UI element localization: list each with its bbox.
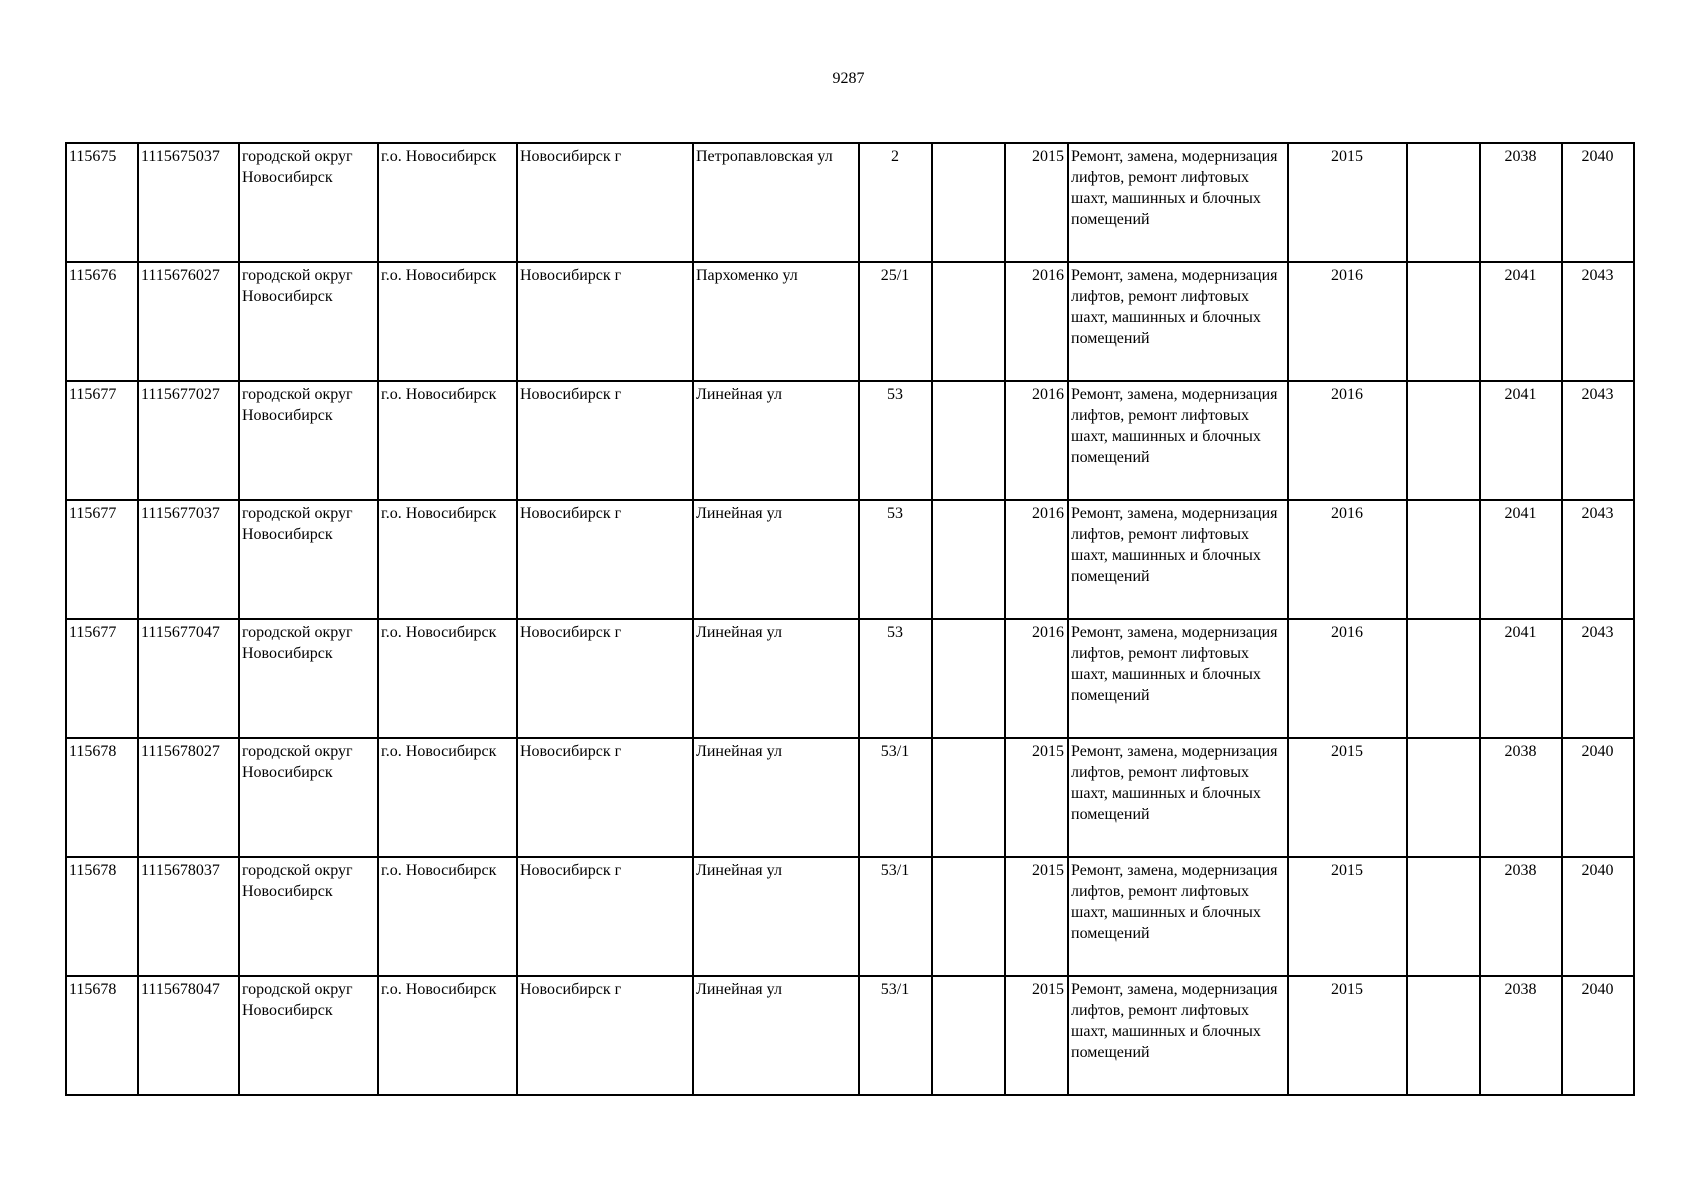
row-code-cell: 1115677037: [138, 500, 239, 619]
municipality-cell: городской округ Новосибирск: [239, 381, 378, 500]
year-a-cell: 2016: [1005, 619, 1068, 738]
city-cell: Новосибирск г: [517, 262, 693, 381]
year-b-cell: 2016: [1288, 262, 1407, 381]
table-row: [66, 857, 1634, 976]
building-cell: [932, 619, 1005, 738]
extra-cell: [1407, 262, 1480, 381]
year-c-cell: 2038: [1480, 738, 1562, 857]
street-cell: Линейная ул: [693, 976, 859, 1095]
city-cell: Новосибирск г: [517, 738, 693, 857]
year-d-cell: 2040: [1562, 143, 1634, 262]
street-cell: Линейная ул: [693, 500, 859, 619]
work-description-cell: Ремонт, замена, модернизация лифтов, ремонт лифтовых шахт, машинных и блочных помещений: [1068, 381, 1288, 500]
row-code-cell: 1115678037: [138, 857, 239, 976]
extra-cell: [1407, 381, 1480, 500]
house-number-cell: 53/1: [859, 857, 932, 976]
work-description-cell: Ремонт, замена, модернизация лифтов, ремонт лифтовых шахт, машинных и блочных помещений: [1068, 262, 1288, 381]
building-cell: [932, 143, 1005, 262]
work-description-cell: Ремонт, замена, модернизация лифтов, ремонт лифтовых шахт, машинных и блочных помещений: [1068, 500, 1288, 619]
settlement-type-cell: г.о. Новосибирск: [378, 381, 517, 500]
row-id-cell: 115675: [66, 143, 138, 262]
extra-cell: [1407, 976, 1480, 1095]
year-d-cell: 2043: [1562, 500, 1634, 619]
settlement-type-cell: г.о. Новосибирск: [378, 619, 517, 738]
work-description-cell: Ремонт, замена, модернизация лифтов, ремонт лифтовых шахт, машинных и блочных помещений: [1068, 143, 1288, 262]
year-a-cell: 2015: [1005, 143, 1068, 262]
year-d-cell: 2043: [1562, 381, 1634, 500]
house-number-cell: 53: [859, 500, 932, 619]
registry-table-body: [66, 143, 1634, 1095]
year-b-cell: 2016: [1288, 619, 1407, 738]
settlement-type-cell: г.о. Новосибирск: [378, 143, 517, 262]
year-b-cell: 2015: [1288, 857, 1407, 976]
row-id-cell: 115678: [66, 857, 138, 976]
row-code-cell: 1115678047: [138, 976, 239, 1095]
year-d-cell: 2040: [1562, 738, 1634, 857]
year-c-cell: 2038: [1480, 143, 1562, 262]
work-description-cell: Ремонт, замена, модернизация лифтов, ремонт лифтовых шахт, машинных и блочных помещений: [1068, 738, 1288, 857]
year-c-cell: 2041: [1480, 500, 1562, 619]
year-a-cell: 2015: [1005, 738, 1068, 857]
year-a-cell: 2015: [1005, 857, 1068, 976]
year-d-cell: 2040: [1562, 857, 1634, 976]
extra-cell: [1407, 857, 1480, 976]
city-cell: Новосибирск г: [517, 857, 693, 976]
work-description-cell: Ремонт, замена, модернизация лифтов, ремонт лифтовых шахт, машинных и блочных помещений: [1068, 619, 1288, 738]
city-cell: Новосибирск г: [517, 143, 693, 262]
extra-cell: [1407, 619, 1480, 738]
street-cell: Линейная ул: [693, 738, 859, 857]
city-cell: Новосибирск г: [517, 619, 693, 738]
house-number-cell: 53: [859, 381, 932, 500]
row-id-cell: 115677: [66, 381, 138, 500]
street-cell: Линейная ул: [693, 857, 859, 976]
city-cell: Новосибирск г: [517, 976, 693, 1095]
year-c-cell: 2038: [1480, 857, 1562, 976]
year-c-cell: 2041: [1480, 381, 1562, 500]
municipality-cell: городской округ Новосибирск: [239, 500, 378, 619]
year-a-cell: 2015: [1005, 976, 1068, 1095]
street-cell: Линейная ул: [693, 619, 859, 738]
table-row: [66, 262, 1634, 381]
extra-cell: [1407, 143, 1480, 262]
row-id-cell: 115677: [66, 500, 138, 619]
building-cell: [932, 262, 1005, 381]
street-cell: Петропавловская ул: [693, 143, 859, 262]
settlement-type-cell: г.о. Новосибирск: [378, 976, 517, 1095]
house-number-cell: 53/1: [859, 976, 932, 1095]
municipality-cell: городской округ Новосибирск: [239, 976, 378, 1095]
building-cell: [932, 857, 1005, 976]
house-number-cell: 2: [859, 143, 932, 262]
page-number: 9287: [832, 70, 865, 87]
work-description-cell: Ремонт, замена, модернизация лифтов, ремонт лифтовых шахт, машинных и блочных помещений: [1068, 857, 1288, 976]
year-b-cell: 2015: [1288, 976, 1407, 1095]
street-cell: Пархоменко ул: [693, 262, 859, 381]
settlement-type-cell: г.о. Новосибирск: [378, 857, 517, 976]
row-id-cell: 115676: [66, 262, 138, 381]
table-row: [66, 738, 1634, 857]
row-code-cell: 1115675037: [138, 143, 239, 262]
table-row: [66, 143, 1634, 262]
settlement-type-cell: г.о. Новосибирск: [378, 500, 517, 619]
year-a-cell: 2016: [1005, 500, 1068, 619]
year-c-cell: 2041: [1480, 619, 1562, 738]
year-b-cell: 2015: [1288, 143, 1407, 262]
row-id-cell: 115677: [66, 619, 138, 738]
building-cell: [932, 500, 1005, 619]
municipality-cell: городской округ Новосибирск: [239, 262, 378, 381]
year-b-cell: 2016: [1288, 500, 1407, 619]
year-a-cell: 2016: [1005, 262, 1068, 381]
municipality-cell: городской округ Новосибирск: [239, 857, 378, 976]
city-cell: Новосибирск г: [517, 381, 693, 500]
table-row: [66, 381, 1634, 500]
house-number-cell: 53/1: [859, 738, 932, 857]
settlement-type-cell: г.о. Новосибирск: [378, 262, 517, 381]
row-id-cell: 115678: [66, 976, 138, 1095]
municipality-cell: городской округ Новосибирск: [239, 738, 378, 857]
street-cell: Линейная ул: [693, 381, 859, 500]
year-b-cell: 2015: [1288, 738, 1407, 857]
year-b-cell: 2016: [1288, 381, 1407, 500]
row-code-cell: 1115677047: [138, 619, 239, 738]
year-c-cell: 2038: [1480, 976, 1562, 1095]
municipality-cell: городской округ Новосибирск: [239, 143, 378, 262]
year-d-cell: 2043: [1562, 262, 1634, 381]
settlement-type-cell: г.о. Новосибирск: [378, 738, 517, 857]
table-row: [66, 619, 1634, 738]
table-row: [66, 976, 1634, 1095]
extra-cell: [1407, 500, 1480, 619]
table-row: [66, 500, 1634, 619]
house-number-cell: 25/1: [859, 262, 932, 381]
row-code-cell: 1115678027: [138, 738, 239, 857]
year-a-cell: 2016: [1005, 381, 1068, 500]
building-cell: [932, 738, 1005, 857]
extra-cell: [1407, 738, 1480, 857]
building-cell: [932, 976, 1005, 1095]
year-c-cell: 2041: [1480, 262, 1562, 381]
house-number-cell: 53: [859, 619, 932, 738]
municipality-cell: городской округ Новосибирск: [239, 619, 378, 738]
row-code-cell: 1115676027: [138, 262, 239, 381]
city-cell: Новосибирск г: [517, 500, 693, 619]
year-d-cell: 2040: [1562, 976, 1634, 1095]
year-d-cell: 2043: [1562, 619, 1634, 738]
work-description-cell: Ремонт, замена, модернизация лифтов, ремонт лифтовых шахт, машинных и блочных помещений: [1068, 976, 1288, 1095]
row-code-cell: 1115677027: [138, 381, 239, 500]
row-id-cell: 115678: [66, 738, 138, 857]
registry-table: [65, 142, 1635, 1096]
building-cell: [932, 381, 1005, 500]
